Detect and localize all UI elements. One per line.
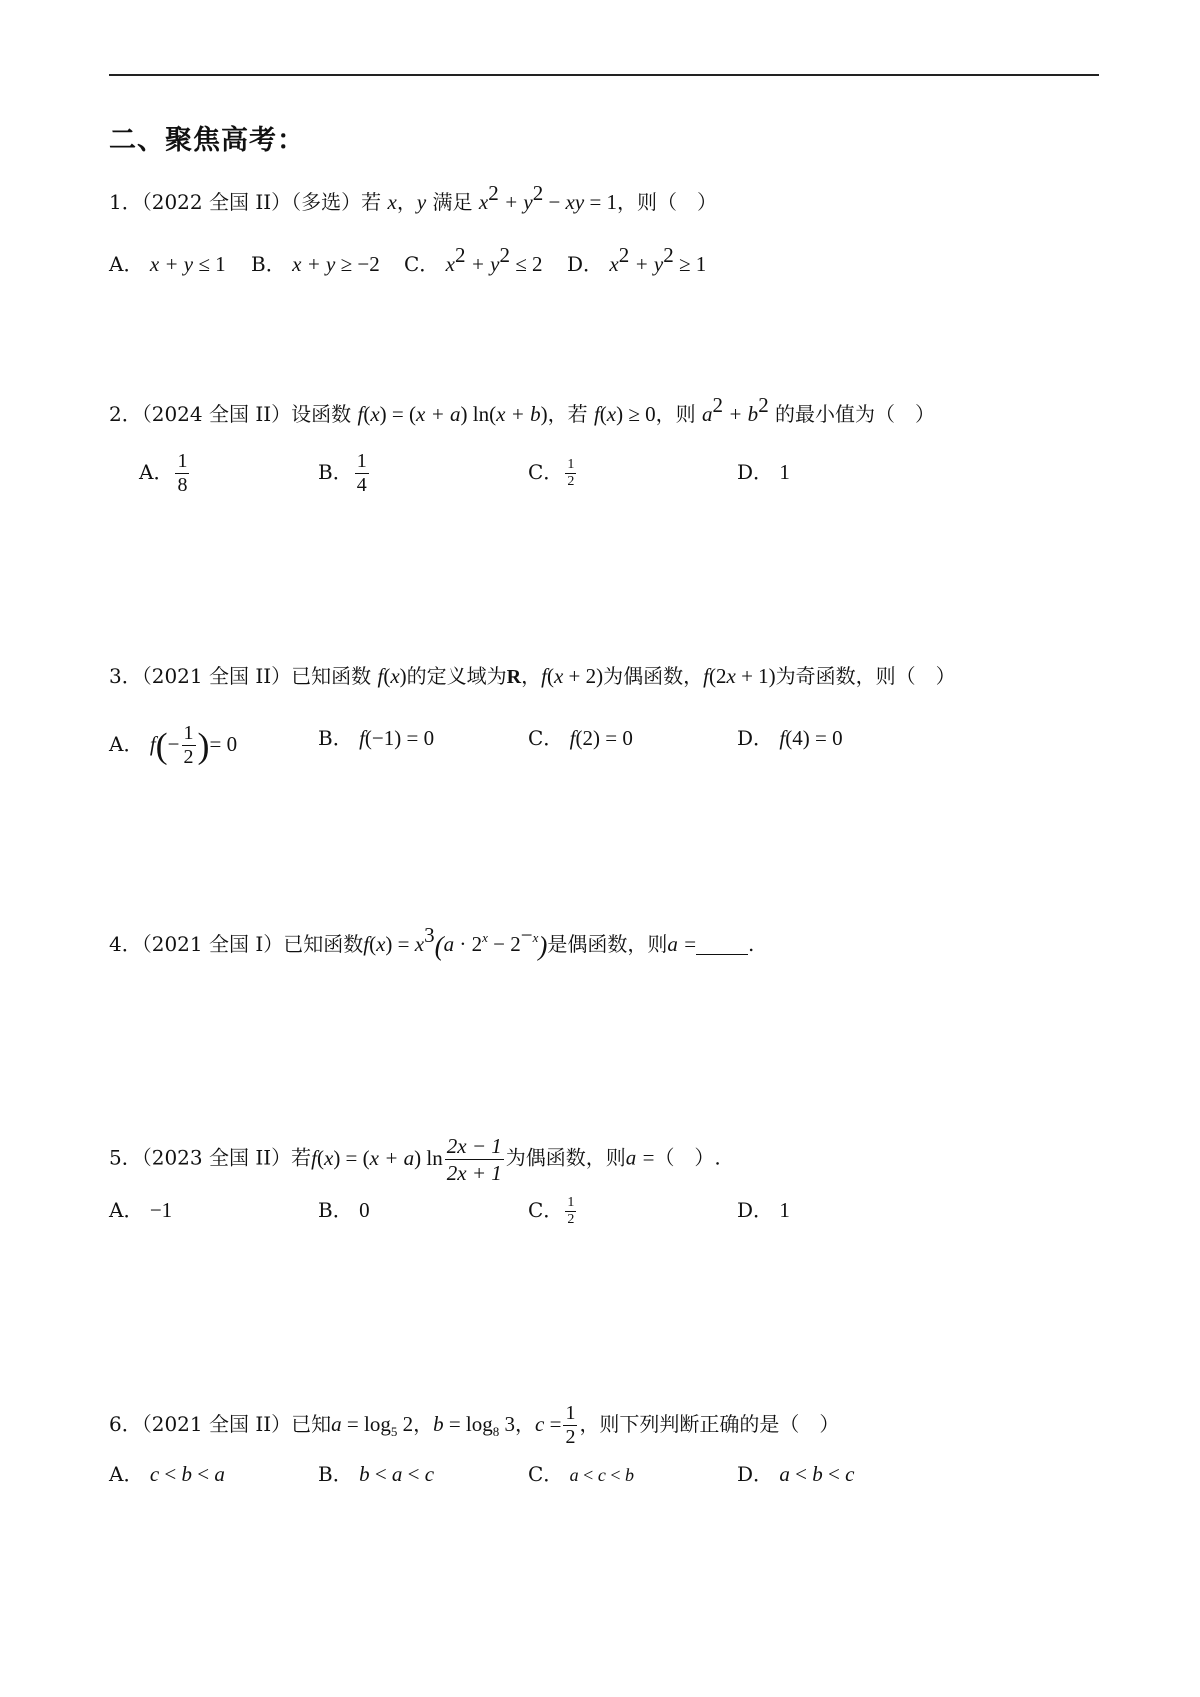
q1-option-d[interactable]: D． $x^2 + y^2 \ge 1$ xyxy=(567,243,707,276)
q1-option-a-label: A． xyxy=(109,252,144,276)
q6-option-c-label: C． xyxy=(528,1462,564,1486)
q4-answer-blank[interactable] xyxy=(696,934,748,955)
q2-mid2: ，则 xyxy=(655,402,703,426)
q6-head: 6．（2021 全国 II）已知 xyxy=(109,1412,332,1436)
q2-option-b-label: B． xyxy=(318,460,353,484)
q2-c-fraction: $\frac{1}{2}$ xyxy=(567,456,575,489)
q1-option-d-label: D． xyxy=(567,252,604,276)
q2-option-d-label: D． xyxy=(737,460,774,484)
q1-cond: 满足 xyxy=(426,190,479,214)
q2-a-fraction: $\frac{1}{8}$ xyxy=(177,450,188,496)
q3-option-d[interactable]: D． f(4) = 0 xyxy=(737,726,843,750)
q5-option-b-label: B． xyxy=(318,1198,353,1222)
q3-mid: 的定义域为 xyxy=(406,664,507,688)
q5-option-c[interactable] xyxy=(528,1194,578,1228)
q5-option-a-label: A． xyxy=(109,1198,144,1222)
q2-option-c-label: C． xyxy=(528,460,564,484)
q3-head: 3．（2021 全国 II）已知函数 xyxy=(109,664,378,688)
q2-option-c[interactable] xyxy=(528,456,578,490)
top-rule xyxy=(109,74,1099,76)
q3-tail: 为奇函数，则（ ） xyxy=(775,664,956,688)
q1-option-c[interactable]: C． $x^2 + y^2 \le 2$ xyxy=(404,243,543,276)
q5-option-d[interactable]: D． 1 xyxy=(737,1198,790,1222)
question-6: 6．（2021 全国 II）已知$a = \log_5 2$，$b = \log_8 3$，c = $\frac{1}{2}$ ，则下列判断正确的是（ ） xyxy=(109,1402,840,1448)
q1-option-c-label: C． xyxy=(404,252,440,276)
q2-mid: ，若 xyxy=(547,402,594,426)
q4-tail: 是偶函数，则 xyxy=(547,932,668,956)
q2-option-a[interactable] xyxy=(139,450,191,497)
q2-head: 2．（2024 全国 II）设函数 xyxy=(109,402,358,426)
q3-option-c-label: C． xyxy=(528,726,564,750)
q5-c-fraction: $\frac{1}{2}$ xyxy=(567,1194,575,1227)
q6-option-a-label: A． xyxy=(109,1462,144,1486)
q3-option-d-label: D． xyxy=(737,726,774,750)
q5-option-b[interactable]: B． 0 xyxy=(318,1198,370,1222)
q5-option-d-label: D． xyxy=(737,1198,774,1222)
question-3: 3．（2021 全国 II）已知函数 f(x)的定义域为R，f(x + 2)为偶函数，f(2x + 1)为奇函数，则（ ） xyxy=(109,664,956,688)
q5-head: 5．（2023 全国 II）若 xyxy=(109,1145,312,1170)
q5-option-c-label: C． xyxy=(528,1198,564,1222)
q4-head: 4．（2021 全国 I）已知函数 xyxy=(109,932,364,956)
q1-head: 1．（2022 全国 II）（多选）若 xyxy=(109,190,388,214)
q1-option-b-label: B． xyxy=(251,252,286,276)
question-2: 2．（2024 全国 II）设函数 f(x) = (x + a) ln(x + b)，若 f(x) ≥ 0，则 $a^2 + b^2$ 的最小值为（ ） xyxy=(109,393,936,426)
question-1: 1．（2022 全国 II）（多选）若 x，y 满足 $x^2 + y^2$ − xy = 1，则（ ） xyxy=(109,181,718,214)
q6-option-c[interactable]: C． a < c < b xyxy=(528,1462,634,1486)
q3-option-b-label: B． xyxy=(318,726,353,750)
q6-option-d[interactable]: D． a < b < c xyxy=(737,1462,855,1486)
q6-option-b-label: B． xyxy=(318,1462,353,1486)
q2-option-d[interactable]: D． 1 xyxy=(737,460,790,484)
q3-option-c[interactable]: C． f(2) = 0 xyxy=(528,726,633,750)
q1-mid: ， xyxy=(396,190,417,214)
q3-option-a-label: A． xyxy=(109,732,144,756)
q3-real-set: R xyxy=(506,666,522,688)
q6-option-a[interactable]: A． c < b < a xyxy=(109,1462,225,1486)
question-4: 4．（2021 全国 I）已知函数$f(x) = x^3(a \cdot 2^x - 2^{-x})$是偶函数，则a = . xyxy=(109,923,755,962)
q2-b-fraction: $\frac{1}{4}$ xyxy=(356,450,367,496)
q6-tail: ，则下列判断正确的是（ ） xyxy=(579,1412,840,1436)
q6-option-b[interactable]: B． b < a < c xyxy=(318,1462,435,1486)
q3-mid3: 为偶函数， xyxy=(603,664,704,688)
section-heading: 二、聚焦高考： xyxy=(109,125,305,156)
q2-option-b[interactable] xyxy=(318,450,371,497)
question-5: 5．（2023 全国 II）若f(x) = (x + a) ln $\frac{2x - 1}{2x + 1}$ 为偶函数，则a =（ ）. xyxy=(109,1134,721,1186)
q1-tail: ，则（ ） xyxy=(617,190,718,214)
q5-option-a[interactable]: A． −1 xyxy=(109,1198,173,1222)
q1-option-a[interactable]: A． x + y ≤ 1 xyxy=(109,252,226,276)
q6-option-d-label: D． xyxy=(737,1462,774,1486)
q3-option-b[interactable]: B． f(−1) = 0 xyxy=(318,726,435,750)
q1-option-b[interactable]: B． x + y ≥ −2 xyxy=(251,252,380,276)
q3-option-a[interactable]: A． f(− $\frac{1}{2}$ )= 0 xyxy=(109,722,238,768)
q2-option-a-label: A． xyxy=(139,460,174,484)
q5-tail: 为偶函数，则 xyxy=(505,1145,626,1170)
q2-tail: 的最小值为（ ） xyxy=(768,402,936,426)
